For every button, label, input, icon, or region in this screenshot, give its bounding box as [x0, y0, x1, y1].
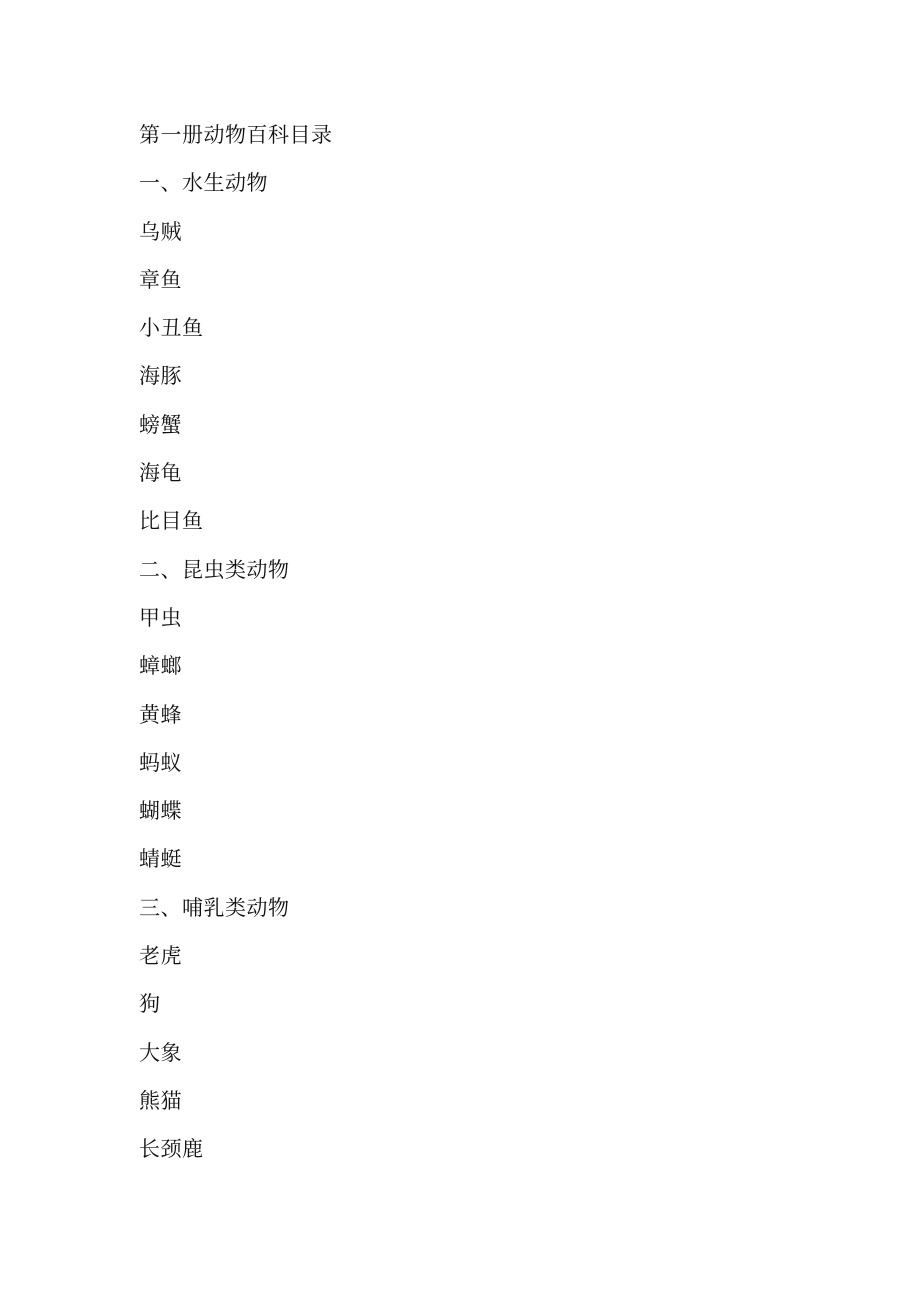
- list-item: 螃蟹: [139, 412, 182, 437]
- list-item: 黄蜂: [139, 702, 182, 727]
- list-item: 乌贼: [139, 219, 182, 244]
- list-item: 蜻蜓: [139, 847, 182, 872]
- table-of-contents: [139, 115, 333, 1178]
- list-item: 甲虫: [139, 605, 182, 630]
- section-heading-mammals: 三、哺乳类动物: [139, 895, 290, 920]
- list-item: 海豚: [139, 364, 182, 389]
- list-item: 熊猫: [139, 1088, 182, 1113]
- section-heading-insects: 二、昆虫类动物: [139, 557, 290, 582]
- list-item: 蚂蚁: [139, 750, 182, 775]
- list-item: 蝴蝶: [139, 799, 182, 824]
- list-item: 蟑螂: [139, 654, 182, 679]
- list-item: 海龟: [139, 461, 182, 486]
- section-heading-aquatic: 一、水生动物: [139, 171, 268, 196]
- list-item: 大象: [139, 1040, 182, 1065]
- list-item: 小丑鱼: [139, 316, 204, 341]
- list-item: 狗: [139, 992, 161, 1017]
- page-title: 第一册动物百科目录: [139, 123, 333, 147]
- list-item: 老虎: [139, 944, 182, 969]
- list-item: 章鱼: [139, 267, 182, 292]
- list-item: 比目鱼: [139, 509, 204, 534]
- list-item: 长颈鹿: [139, 1137, 204, 1162]
